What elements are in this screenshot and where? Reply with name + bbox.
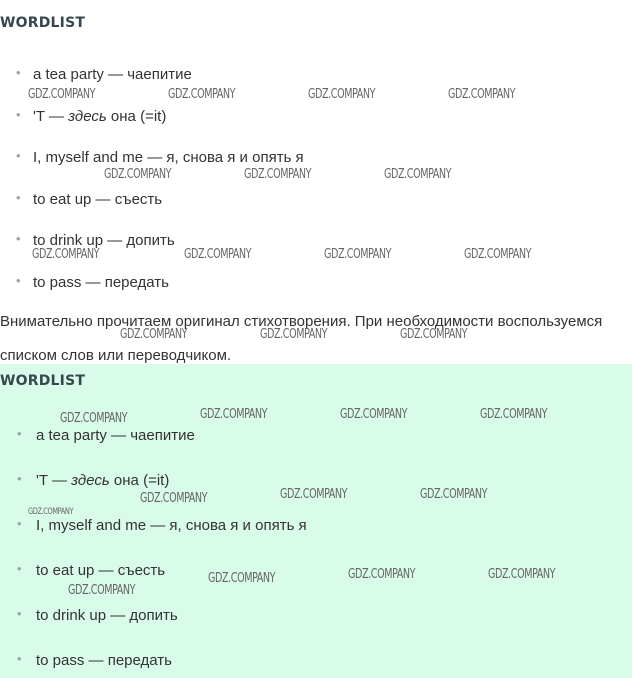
- watermark: GDZ.COMPANY: [464, 247, 532, 262]
- watermark: GDZ.COMPANY: [104, 167, 172, 182]
- watermark: GDZ.COMPANY: [340, 407, 408, 422]
- watermark: GDZ.COMPANY: [324, 247, 392, 262]
- watermark: GDZ.COMPANY: [168, 87, 236, 102]
- instruction-paragraph: Внимательно прочитаем оригинал стихотворения. При необходимости воспользуемся списком слов или переводчиком.: [0, 313, 603, 364]
- watermark: GDZ.COMPANY: [308, 87, 376, 102]
- watermark: GDZ.COMPANY: [28, 87, 96, 102]
- watermark: GDZ.COMPANY: [140, 491, 208, 506]
- bullet-icon: •: [16, 231, 21, 246]
- watermark: GDZ.COMPANY: [28, 507, 74, 517]
- watermark: GDZ.COMPANY: [488, 567, 556, 582]
- bullet-icon: •: [17, 516, 22, 531]
- wordlist-title: WORDLIST: [0, 15, 86, 31]
- bullet-icon: •: [16, 273, 21, 288]
- bullet-icon: •: [17, 561, 22, 576]
- watermark: GDZ.COMPANY: [348, 567, 416, 582]
- bullet-icon: •: [17, 426, 22, 441]
- bullet-icon: •: [16, 65, 21, 80]
- watermark: GDZ.COMPANY: [200, 407, 268, 422]
- watermark: GDZ.COMPANY: [400, 327, 468, 342]
- watermark: GDZ.COMPANY: [280, 487, 348, 502]
- watermark: GDZ.COMPANY: [60, 411, 128, 426]
- watermark: GDZ.COMPANY: [420, 487, 488, 502]
- watermark: GDZ.COMPANY: [208, 571, 276, 586]
- watermark: GDZ.COMPANY: [480, 407, 548, 422]
- watermark: GDZ.COMPANY: [68, 583, 136, 598]
- watermark: GDZ.COMPANY: [184, 247, 252, 262]
- bullet-icon: •: [16, 107, 21, 122]
- watermark: GDZ.COMPANY: [448, 87, 516, 102]
- bullet-icon: •: [17, 606, 22, 621]
- watermark: GDZ.COMPANY: [384, 167, 452, 182]
- bullet-icon: •: [16, 190, 21, 205]
- watermark: GDZ.COMPANY: [260, 327, 328, 342]
- watermark: GDZ.COMPANY: [244, 167, 312, 182]
- watermark: GDZ.COMPANY: [120, 327, 188, 342]
- wordlist-title: WORDLIST: [0, 373, 86, 389]
- bullet-icon: •: [17, 471, 22, 486]
- watermark: GDZ.COMPANY: [32, 247, 100, 262]
- bullet-icon: •: [17, 651, 22, 666]
- bullet-icon: •: [16, 148, 21, 163]
